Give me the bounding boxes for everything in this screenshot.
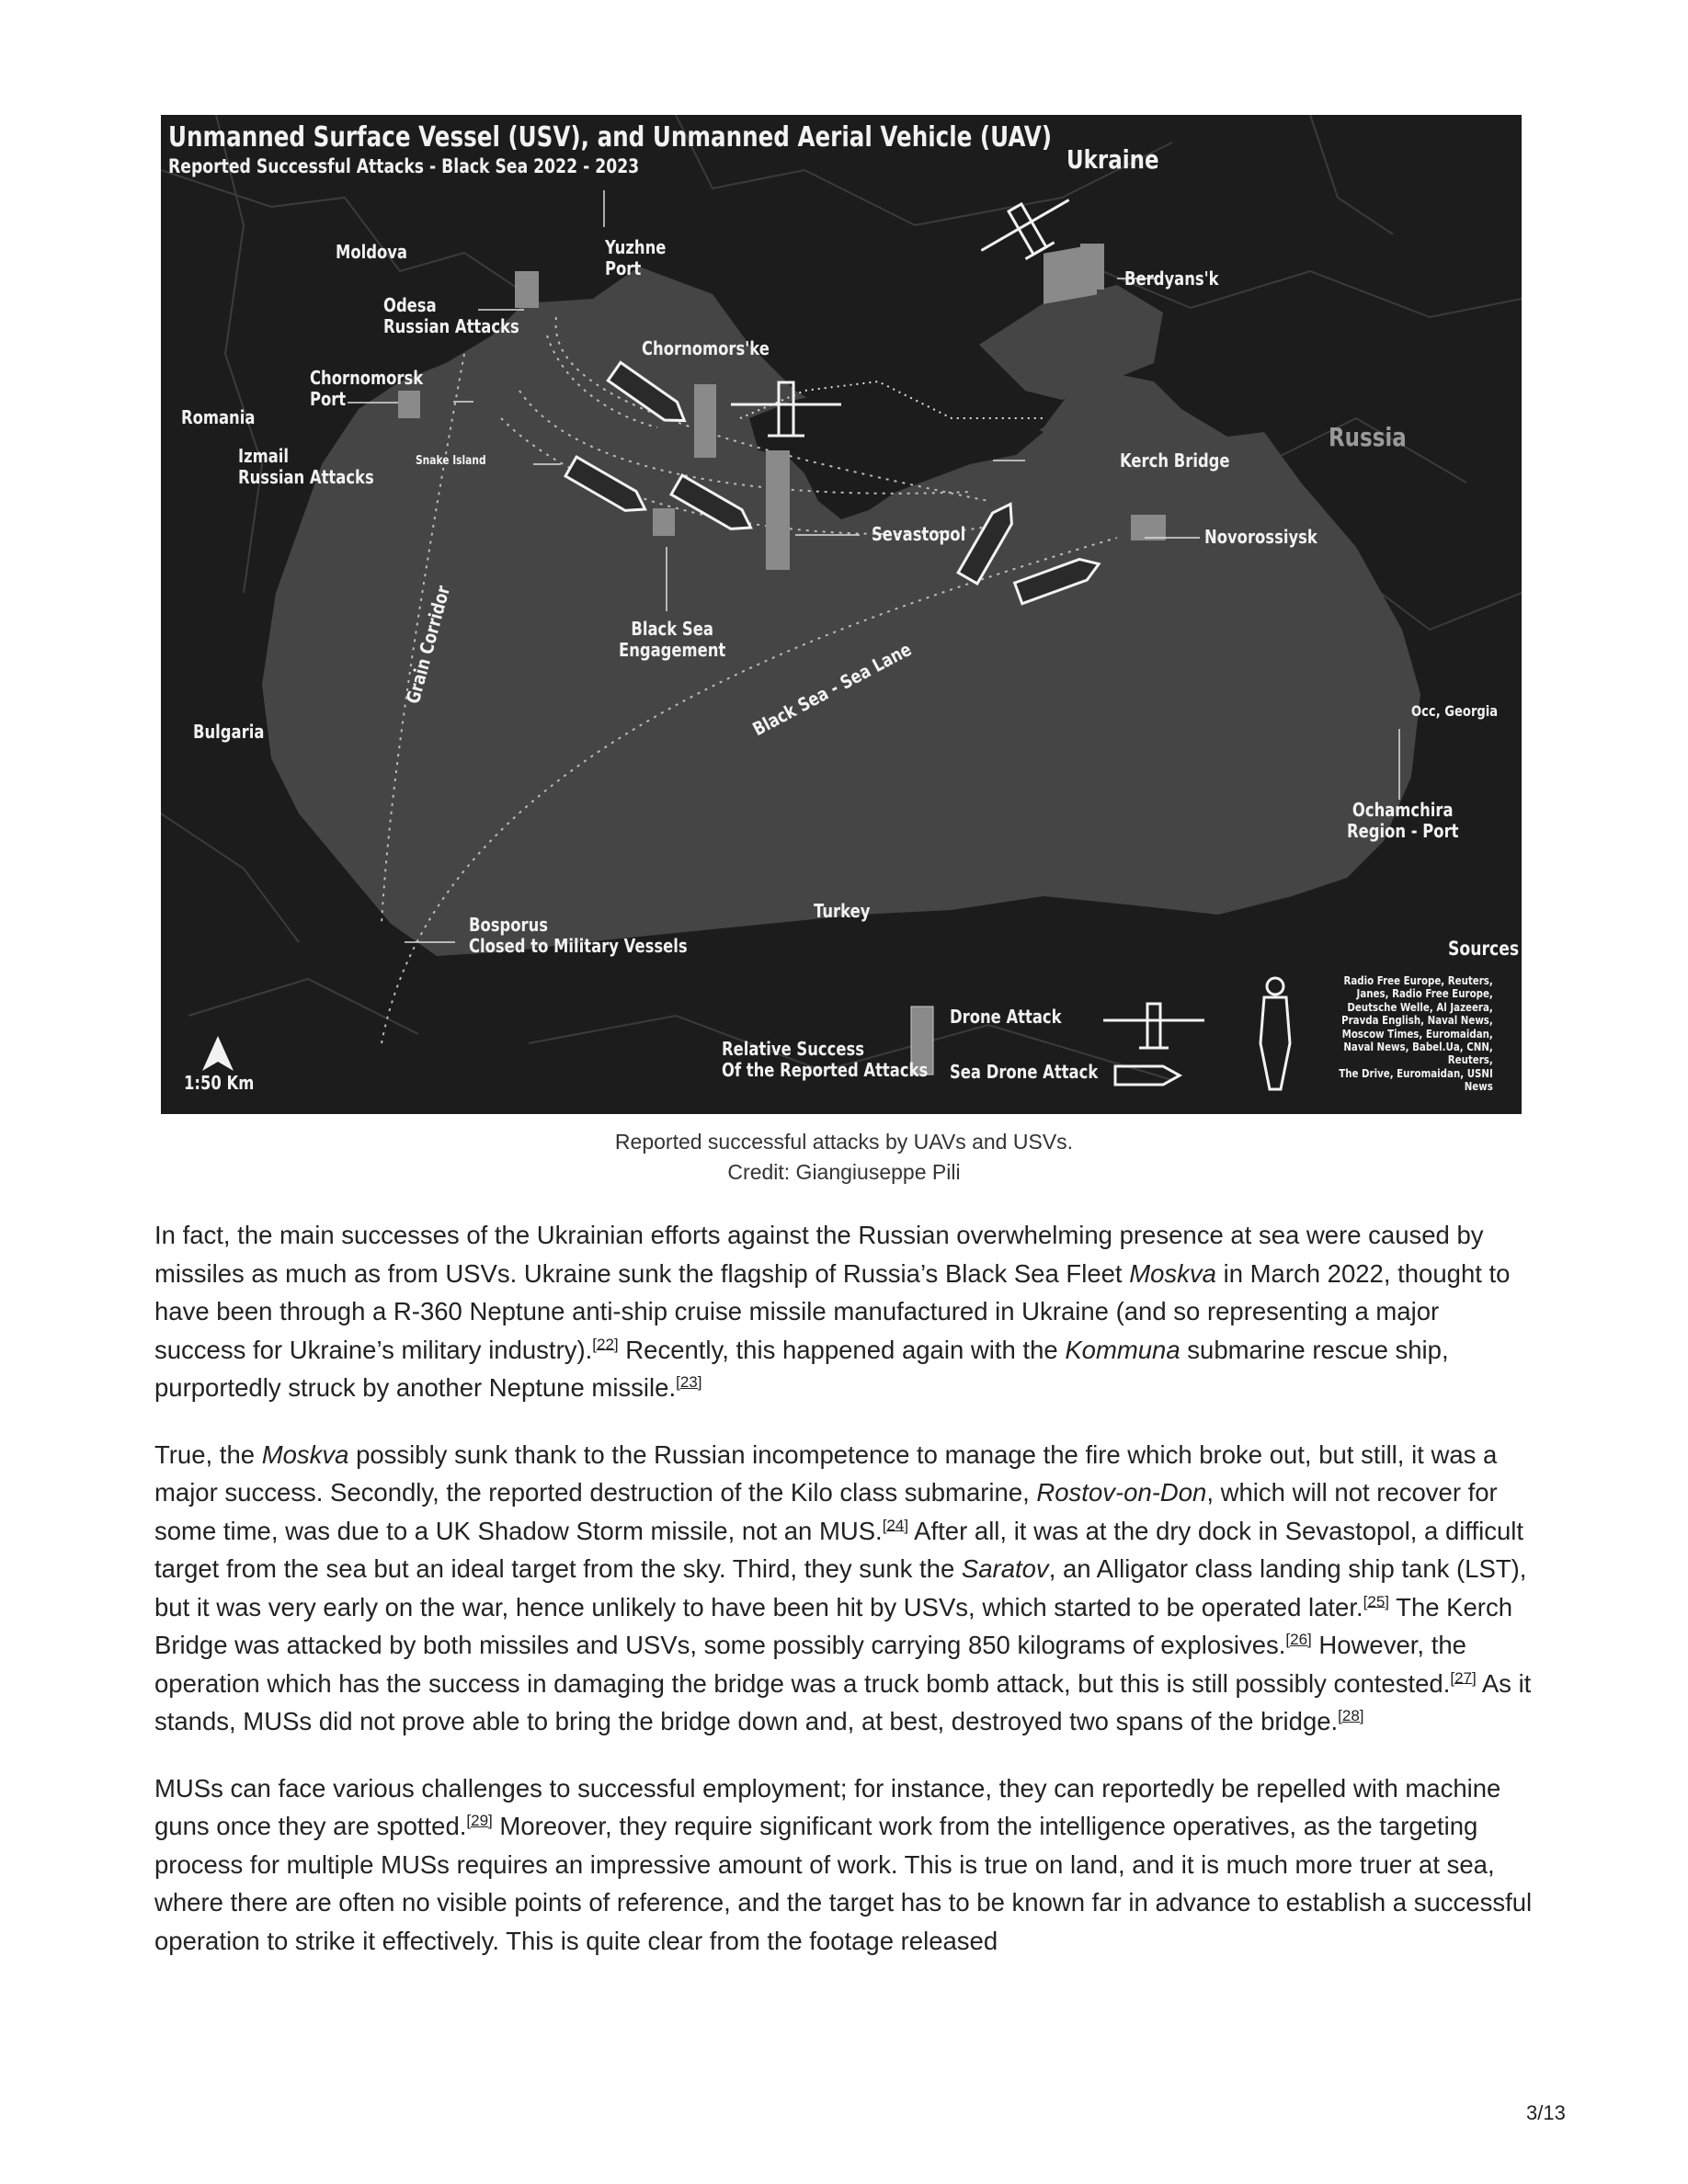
- map-subtitle: Reported Successful Attacks - Black Sea 2022 - 2023: [168, 155, 640, 177]
- article-body: [154, 1216, 1534, 1988]
- footnote-link[interactable]: [29]: [466, 1811, 493, 1829]
- label-chornomorsk-port: Chornomorsk Port: [310, 367, 424, 410]
- scale-label: 1:50 Km: [184, 1072, 255, 1094]
- label-sevastopol: Sevastopol: [872, 523, 966, 545]
- ship-name: Moskva: [261, 1439, 349, 1469]
- footnote-link[interactable]: [24]: [882, 1516, 909, 1534]
- label-izmail: Izmail Russian Attacks: [238, 445, 374, 488]
- text: MUSs can face various challenges to successful employment; for instance, they can reportedly be repelled with machine guns once they are spotted.: [154, 1773, 1501, 1840]
- ship-name: Moskva: [1129, 1258, 1216, 1288]
- text: The Kerch Bridge was attacked by both missiles and USVs, some possibly carrying 850 kilograms of explosives.: [154, 1592, 1513, 1659]
- label-snake-island: Snake Island: [416, 454, 486, 468]
- text: Recently, this happened again with the: [618, 1335, 1066, 1364]
- text: , which will not recover for some time, was due to a UK Shadow Storm missile, not an MUS.: [154, 1478, 1498, 1545]
- label-russia: Russia: [1329, 422, 1407, 452]
- label-odesa: Odesa Russian Attacks: [383, 294, 519, 337]
- label-kerch-bridge: Kerch Bridge: [1120, 449, 1230, 472]
- page-number: 3/13: [1526, 2101, 1566, 2124]
- label-novorossiysk: Novorossiysk: [1204, 526, 1317, 548]
- footnote-link[interactable]: [22]: [592, 1335, 619, 1353]
- footnote-link[interactable]: [25]: [1363, 1592, 1389, 1610]
- ship-name: Rostov-on-Don: [1036, 1478, 1207, 1507]
- text: However, the operation which has the success in damaging the bridge was a truck bomb attack, but this is still possibly contested.: [154, 1631, 1466, 1698]
- text: Moreover, they require significant work from the intelligence operatives, as the targeting process for multiple MUSs requires an impressive amount of work. This is true on land, and it is much more truer at sea, where there are often no visible points of reference, and the target has to be known far in advance to establish a successful operation to strike it effectively. This is quite clear from the footage released: [154, 1812, 1533, 1955]
- label-turkey: Turkey: [814, 900, 871, 922]
- legend-relative-success: Relative Success Of the Reported Attacks: [722, 1038, 929, 1081]
- text: In fact, the main successes of the Ukrainian efforts against the Russian overwhelming presence at sea were caused by missiles as much as from USVs. Ukraine sunk the flagship of Russia’s Black Sea Fleet: [154, 1221, 1484, 1288]
- sources-list: Radio Free Europe, Reuters, Janes, Radio Free Europe, Deutsche Welle, Al Jazeera, Pravda English, Naval News, Moscow Times, Euromaidan, Naval News, Babel.Ua, CNN, Reuters, The Drive, Euromaidan, USNI News: [1339, 973, 1493, 1093]
- label-yuzhne-port: Yuzhne Port: [605, 236, 667, 279]
- footnote-link[interactable]: [28]: [1338, 1706, 1364, 1724]
- text: possibly sunk thank to the Russian incompetence to manage the fire which broke out, but still, it was a major success. Secondly, the reported destruction of the Kilo class submarine,: [154, 1439, 1498, 1507]
- label-romania: Romania: [181, 406, 256, 428]
- label-moldova: Moldova: [336, 241, 407, 263]
- attack-map-figure: [161, 115, 1522, 1114]
- legend-sea-drone-attack: Sea Drone Attack: [950, 1061, 1099, 1083]
- figure-caption-line-2: Credit: Giangiuseppe Pili: [727, 1160, 961, 1184]
- label-grain-corridor: Grain Corridor: [401, 583, 455, 706]
- label-bulgaria: Bulgaria: [193, 721, 265, 743]
- label-ochamchira: Ochamchira Region - Port: [1347, 799, 1459, 842]
- ship-name: Kommuna: [1065, 1335, 1180, 1364]
- map-title: Unmanned Surface Vessel (USV), and Unmanned Aerial Vehicle (UAV): [168, 121, 1053, 154]
- label-black-sea-engagement: Black Sea Engagement: [619, 618, 726, 661]
- text: After all, it was at the dry dock in Sevastopol, a difficult target from the sea but an ideal target from the sky. Third, they sunk the: [154, 1516, 1524, 1583]
- footnote-link[interactable]: [23]: [676, 1372, 702, 1391]
- label-georgia: Occ, Georgia: [1411, 702, 1499, 720]
- footnote-link[interactable]: [27]: [1450, 1668, 1477, 1687]
- paragraph-1: [154, 1216, 1534, 1407]
- text: True, the: [154, 1439, 262, 1469]
- text: submarine rescue ship, purportedly struck by another Neptune missile.: [154, 1335, 1449, 1402]
- paragraph-3: [154, 1769, 1534, 1961]
- figure-caption-line-1: Reported successful attacks by UAVs and USVs.: [614, 1130, 1074, 1154]
- label-chornomorske: Chornomors'ke: [642, 337, 770, 359]
- label-bosporus: Bosporus Closed to Military Vessels: [469, 914, 688, 957]
- text: As it stands, MUSs did not prove able to bring the bridge down and, at best, destroyed two spans of the bridge.: [154, 1668, 1532, 1735]
- map-graphic: [161, 115, 1522, 1114]
- footnote-link[interactable]: [26]: [1285, 1630, 1312, 1648]
- legend-drone-attack: Drone Attack: [950, 1006, 1062, 1028]
- ship-name: Saratov: [961, 1554, 1049, 1583]
- label-sea-lane: Black Sea - Sea Lane: [748, 638, 916, 741]
- label-ukraine: Ukraine: [1066, 144, 1159, 175]
- text: in March 2022, thought to have been through a R-360 Neptune anti-ship cruise missile manufactured in Ukraine (and so representing a major success for Ukraine’s military industry).: [154, 1258, 1511, 1364]
- paragraph-2: [154, 1436, 1534, 1741]
- text: , an Alligator class landing ship tank (LST), but it was very early on the war, hence unlikely to have been hit by USVs, which started to be operated later.: [154, 1554, 1527, 1621]
- label-berdyansk: Berdyans'k: [1124, 267, 1219, 290]
- sources-title: Sources: [1448, 938, 1520, 960]
